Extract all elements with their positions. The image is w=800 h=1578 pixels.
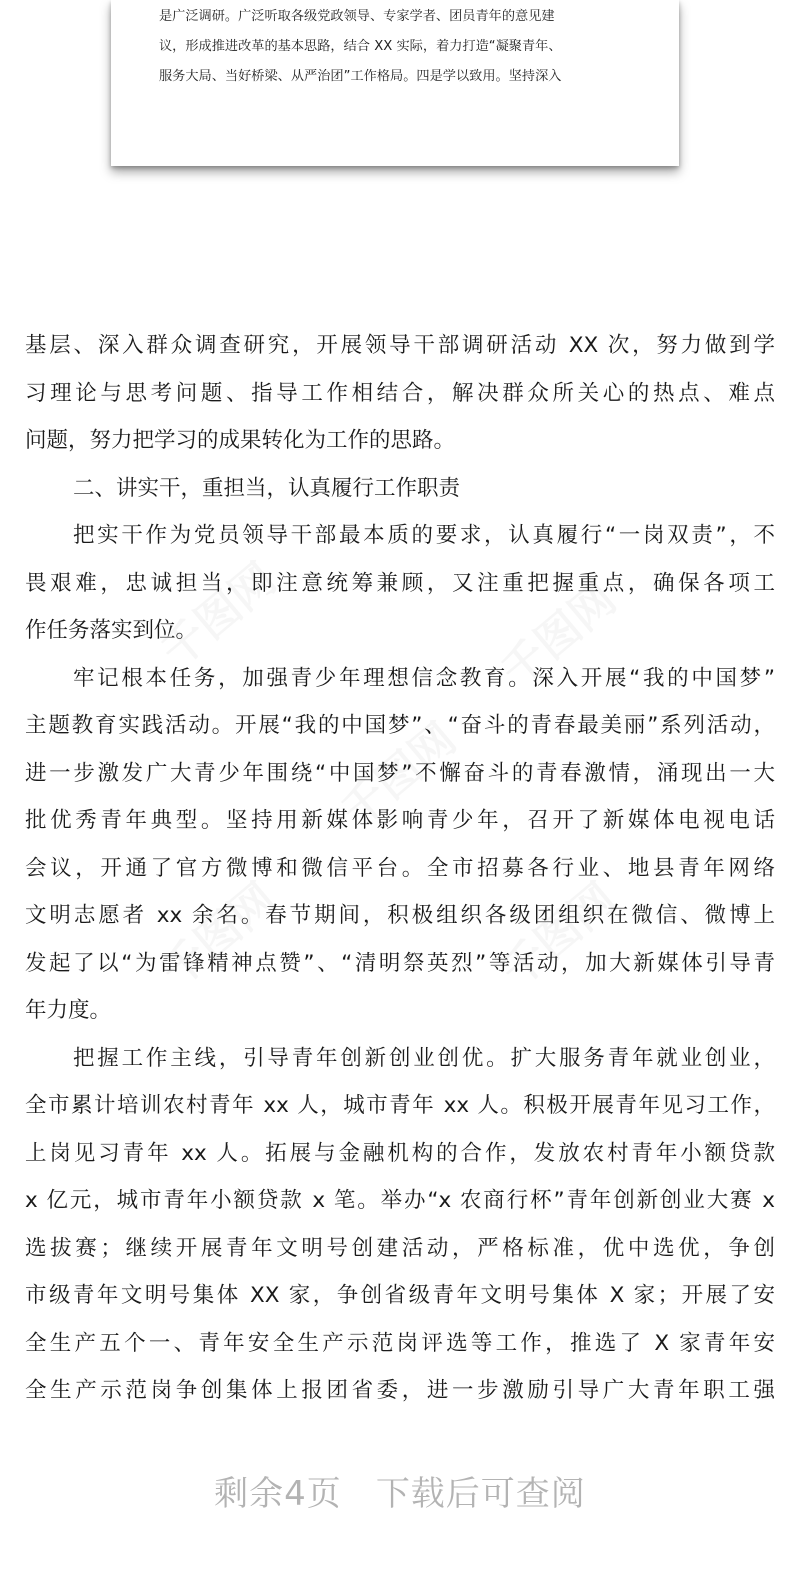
paragraph-line: 主题教育实践活动。开展“我的中国梦”、“奋斗的青春最美丽”系列活动，	[25, 713, 775, 738]
paragraph-line: 牢记根本任务，加强青少年理想信念教育。深入开展“我的中国梦”	[73, 665, 775, 691]
preview-page-card	[111, 0, 679, 166]
preview-text-line: 议，形成推进改革的基本思路，结合 XX 实际，着力打造“凝聚青年、	[159, 39, 562, 54]
paragraph-line: 会议，开通了官方微博和微信平台。全市招募各行业、地县青年网络	[25, 855, 775, 881]
paragraph-line: 习理论与思考问题、指导工作相结合，解决群众所关心的热点、难点	[25, 380, 775, 406]
paragraph-line: x 亿元，城市青年小额贷款 x 笔。举办“x 农商行杯”青年创新创业大赛 x	[25, 1188, 775, 1213]
remaining-pages-label: 剩余4页	[214, 1474, 342, 1514]
paragraph-line: 批优秀青年典型。坚持用新媒体影响青少年，召开了新媒体电视电话	[25, 808, 775, 833]
document-body	[25, 322, 775, 1415]
paragraph-line: 选拔赛；继续开展青年文明号创建活动，严格标准，优中选优，争创	[25, 1235, 775, 1261]
paragraph-line: 问题，努力把学习的成果转化为工作的思路。	[25, 428, 456, 453]
preview-text-line: 服务大局、当好桥梁、从严治团”工作格局。四是学以致用。坚持深入	[159, 69, 562, 84]
paragraph-line: 文明志愿者 xx 余名。春节期间，积极组织各级团组织在微信、微博上	[25, 903, 775, 928]
paragraph-line: 发起了以“为雷锋精神点赞”、“清明祭英烈”等活动，加大新媒体引导青	[25, 950, 775, 976]
download-to-view-label: 下载后可查阅	[375, 1474, 586, 1514]
paragraph-line: 市级青年文明号集体 XX 家，争创省级青年文明号集体 X 家；开展了安	[25, 1283, 775, 1308]
paragraph-line: 全生产示范岗争创集体上报团省委，进一步激励引导广大青年职工强	[25, 1378, 775, 1403]
download-prompt[interactable]	[0, 1466, 800, 1515]
paragraph-line: 作任务落实到位。	[25, 618, 198, 643]
paragraph-line: 上岗见习青年 xx 人。拓展与金融机构的合作，发放农村青年小额贷款	[25, 1140, 775, 1166]
preview-text-line: 是广泛调研。广泛听取各级党政领导、专家学者、团员青年的意见建	[159, 9, 555, 24]
preview-page-text	[159, 2, 649, 92]
paragraph-line: 全生产五个一、青年安全生产示范岗评选等工作，推选了 X 家青年安	[25, 1330, 775, 1356]
paragraph-line: 基层、深入群众调查研究，开展领导干部调研活动 XX 次，努力做到学	[25, 333, 775, 358]
paragraph-line: 进一步激发广大青少年围绕“中国梦”不懈奋斗的青春激情，涌现出一大	[25, 760, 775, 786]
section-heading: 二、讲实干，重担当，认真履行工作职责	[73, 475, 461, 501]
paragraph-line: 畏艰难，忠诚担当，即注意统筹兼顾，又注重把握重点，确保各项工	[25, 570, 775, 596]
paragraph-line: 把实干作为党员领导干部最本质的要求，认真履行“一岗双责”，不	[73, 523, 775, 548]
paragraph-line: 年力度。	[25, 998, 112, 1023]
paragraph-line: 全市累计培训农村青年 xx 人，城市青年 xx 人。积极开展青年见习工作，	[25, 1093, 775, 1118]
paragraph-line: 把握工作主线，引导青年创新创业创优。扩大服务青年就业创业，	[73, 1045, 775, 1071]
